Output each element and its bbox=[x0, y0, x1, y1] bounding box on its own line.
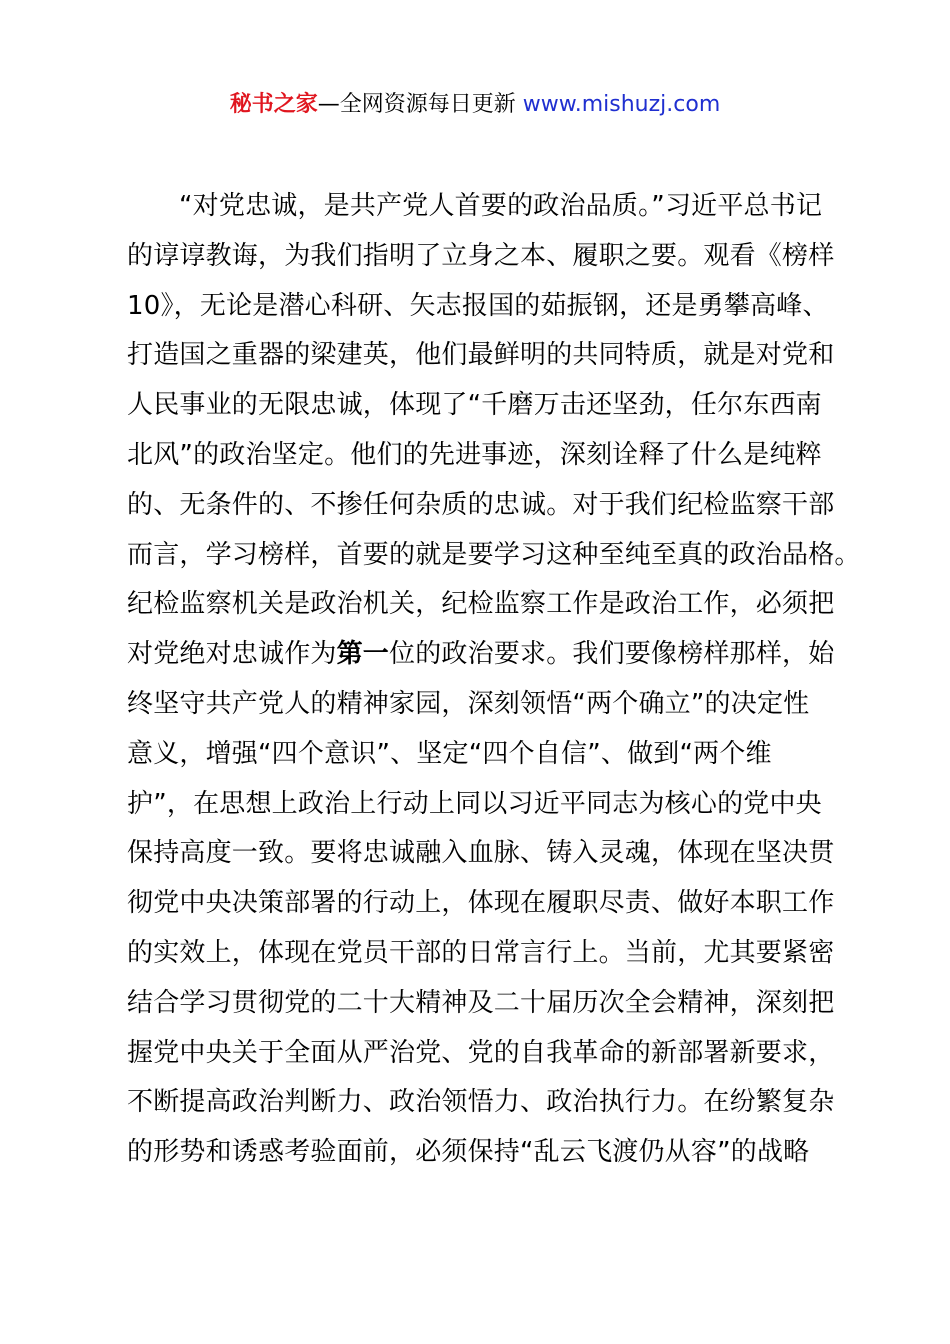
text-line: “对党忠诚，是共产党人首要的政治品质。”习近平总书记 bbox=[179, 191, 823, 221]
text-line: 不断提高政治判断力、政治领悟力、政治执行力。在纷繁复杂 bbox=[127, 1087, 835, 1118]
page-header bbox=[0, 88, 950, 122]
text-line: 打造国之重器的梁建英，他们最鲜明的共同特质，就是对党和 bbox=[127, 340, 835, 371]
text-line: 的谆谆教诲，为我们指明了立身之本、履职之要。观看《榜样 bbox=[127, 240, 835, 271]
text-line: 护”，在思想上政治上行动上同以习近平同志为核心的党中央 bbox=[127, 788, 822, 819]
emphasis-text: 第一 bbox=[336, 639, 390, 670]
text-segment: 对党绝对忠诚作为 bbox=[127, 639, 337, 670]
text-line: 北风”的政治坚定。他们的先进事迹，深刻诠释了什么是纯粹 bbox=[127, 439, 822, 470]
text-line: 握党中央关于全面从严治党、党的自我革命的新部署新要求， bbox=[127, 1037, 835, 1068]
text-line: 结合学习贯彻党的二十大精神及二十届历次全会精神，深刻把 bbox=[127, 987, 835, 1018]
text-line-with-emphasis bbox=[127, 630, 837, 680]
text-line: 的形势和诱惑考验面前，必须保持“乱云飞渡仍从容”的战略 bbox=[127, 1137, 810, 1168]
text-line: 人民事业的无限忠诚，体现了“千磨万击还坚劲，任尔东西南 bbox=[127, 390, 822, 421]
article-paragraph bbox=[127, 182, 861, 1178]
text-line: 保持高度一致。要将忠诚融入血脉、铸入灵魂，体现在坚决贯 bbox=[127, 838, 835, 869]
header-tagline: —全网资源每日更新 bbox=[317, 92, 523, 117]
text-line: 意义，增强“四个意识”、坚定“四个自信”、做到“两个维 bbox=[127, 738, 772, 769]
text-line: 而言，学习榜样，首要的就是要学习这种至纯至真的政治品格。 bbox=[127, 539, 861, 570]
text-line: 的实效上，体现在党员干部的日常言行上。当前，尤其要紧密 bbox=[127, 937, 835, 968]
text-line: 彻党中央决策部署的行动上，体现在履职尽责、做好本职工作 bbox=[127, 888, 835, 919]
text-line: 10》，无论是潜心科研、矢志报国的茹振钢，还是勇攀高峰、 bbox=[127, 290, 829, 321]
website-link[interactable]: www.mishuzj.com bbox=[522, 92, 721, 117]
brand-name: 秘书之家 bbox=[229, 92, 318, 117]
text-line: 终坚守共产党人的精神家园，深刻领悟“两个确立”的决定性 bbox=[127, 688, 810, 719]
text-segment: 位的政治要求。我们要像榜样那样，始 bbox=[389, 639, 835, 670]
text-line: 纪检监察机关是政治机关，纪检监察工作是政治工作，必须把 bbox=[127, 589, 835, 620]
text-line: 的、无条件的、不掺任何杂质的忠诚。对于我们纪检监察干部 bbox=[127, 489, 835, 520]
